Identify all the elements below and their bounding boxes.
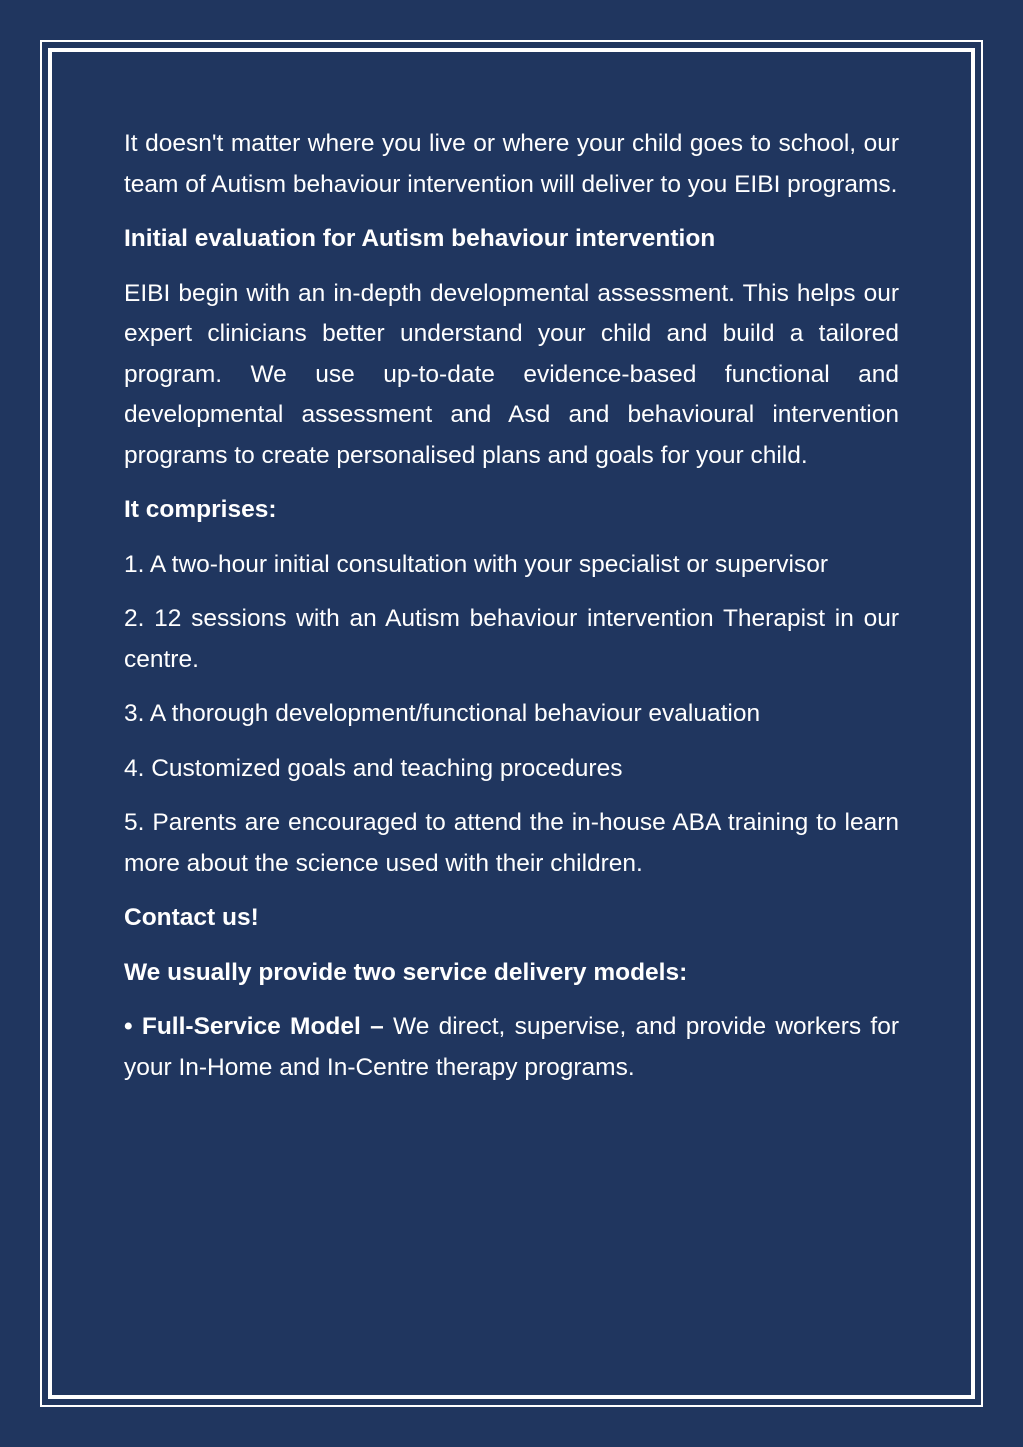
contact-heading: Contact us! bbox=[124, 904, 259, 931]
list-item: 4. Customized goals and teaching procedures bbox=[124, 754, 623, 782]
list-item: 2. 12 sessions with an Autism behaviour intervention Therapist in our centre. bbox=[124, 605, 899, 673]
models-heading: We usually provide two service delivery models: bbox=[124, 958, 688, 986]
service-model-item bbox=[124, 1007, 899, 1088]
service-model-text: We direct, supervise, and provide workers for your In-Home and In-Centre therapy programs. bbox=[124, 1013, 900, 1081]
service-model-title: Full-Service Model – bbox=[141, 1013, 384, 1040]
comprises-heading: It comprises: bbox=[124, 496, 277, 523]
bullet-icon: • bbox=[124, 1013, 133, 1040]
list-item: 1. A two-hour initial consultation with your specialist or supervisor bbox=[124, 550, 829, 578]
intro-paragraph: It doesn't matter where you live or where your child goes to school, our team of Autism behaviour intervention will deliver to you EIBI programs. bbox=[124, 130, 899, 198]
list-item: 5. Parents are encouraged to attend the in-house ABA training to learn more about the science used with their children. bbox=[124, 809, 899, 877]
list-item: 3. A thorough development/functional behaviour evaluation bbox=[124, 700, 761, 727]
evaluation-paragraph: EIBI begin with an in-depth developmental assessment. This helps our expert clinicians better understand your child and build a tailored program. We use up-to-date evidence-based functional and developmental assessment and Asd and behavioural intervention programs to create personalised plans and goals for your child. bbox=[124, 279, 899, 469]
document-body bbox=[124, 124, 899, 1102]
evaluation-heading: Initial evaluation for Autism behaviour intervention bbox=[124, 225, 716, 252]
